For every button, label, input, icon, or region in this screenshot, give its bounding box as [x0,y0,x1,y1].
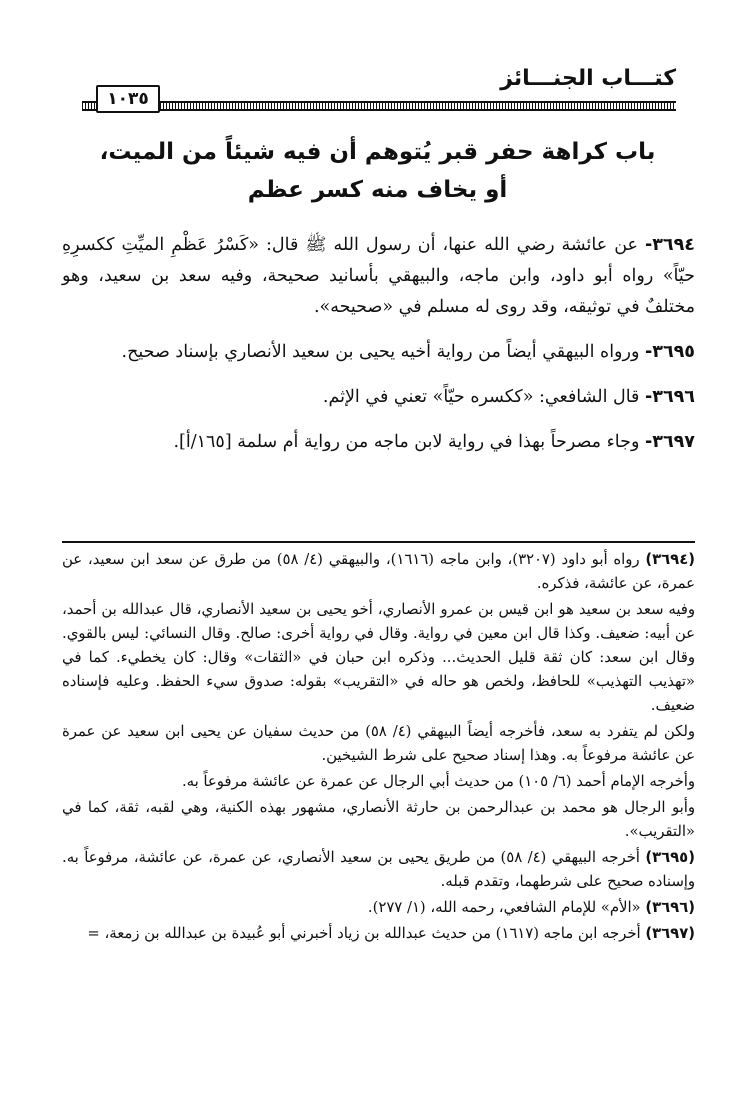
footnote-3696 [62,896,695,920]
hadith-text: قال الشافعي: «ككسره حيّاً» تعني في الإثم. [322,387,640,407]
footnote-text: أخرجه البيهقي (٤/ ٥٨) من طريق يحيى بن سعيد الأنصاري، عن عمرة، عن عائشة، مرفوعاً به. وإسناده صحيح على شرطهما، وتقدم قبله. [62,849,695,890]
footnote-text: «الأم» للإمام الشافعي، رحمه الله، (١/ ٢٧٧). [367,899,641,916]
hadith-number: ٣٦٩٥- [645,342,695,362]
hadith-text: ورواه البيهقي أيضاً من رواية أخيه يحيى بن سعيد الأنصاري بإسناد صحيح. [121,342,640,362]
footnote-paragraph [62,598,695,718]
footnote-paragraph [62,770,695,794]
footnote-number: (٣٦٩٦) [645,899,695,916]
footnote-text: وفيه سعد بن سعيد هو ابن قيس بن عمرو الأنصاري، أخو يحيى بن سعيد الأنصاري، قال عبدالله بن أحمد، عن أبيه: ضعيف. وكذا قال ابن معين في رواية. وقال في رواية أخرى: صالح. وقال النسائي: ليس بالقوي. وقال ابن سعد: كان ثقة قليل الحديث... وذكره ابن حبان في «الثقات» وقال: كان يخطيء. كما في «تهذيب التهذيب» للحافظ، ولخص هو حاله في «التقريب» بقوله: صدوق سيء الحفظ. وعليه فإسناده ضعيف. [62,601,695,714]
footnote-number: (٣٦٩٥) [645,849,695,866]
book-title: كتـــاب الجنـــائز [500,66,676,91]
footnote-text: ولكن لم يتفرد به سعد، فأخرجه أيضاً البيهقي (٤/ ٥٨) من حديث سفيان عن يحيى ابن سعيد عن عمرة عن عائشة مرفوعاً به. وهذا إسناد صحيح على شرط الشيخين. [62,723,695,764]
chapter-title [60,133,695,209]
footnote-text: أخرجه ابن ماجه (١٦١٧) من حديث عبدالله بن زياد أخبرني أبو عُبيدة بن عبدالله بن زمعة، = [87,925,641,942]
main-text [62,230,695,472]
footnotes [62,548,695,948]
footnote-3697 [62,922,695,946]
footnote-divider [62,541,695,543]
footnote-text: وأخرجه الإمام أحمد (٦/ ١٠٥) من حديث أبي الرجال عن عمرة عن عائشة مرفوعاً به. [181,773,695,790]
hadith-3696 [62,382,695,413]
footnote-number: (٣٦٩٧) [645,925,695,942]
hadith-number: ٣٦٩٧- [645,432,695,452]
hadith-3694 [62,230,695,323]
page-number: ١٠٣٥ [96,85,160,113]
footnote-paragraph [62,796,695,844]
chapter-title-line-1: باب كراهة حفر قبر يُتوهم أن فيه شيئاً من الميت، [99,139,656,165]
hadith-3697 [62,427,695,458]
footnote-text: رواه أبو داود (٣٢٠٧)، وابن ماجه (١٦١٦)، والبيهقي (٤/ ٥٨) من طرق عن سعد ابن سعيد، عن عمرة، عن عائشة، فذكره. [62,551,695,592]
hadith-number: ٣٦٩٦- [645,387,695,407]
chapter-title-line-2: أو يخاف منه كسر عظم [247,177,508,203]
hadith-number: ٣٦٩٤- [644,235,695,255]
header-rule [82,101,676,111]
footnote-paragraph [62,720,695,768]
footnote-text: وأبو الرجال هو محمد بن عبدالرحمن بن حارثة الأنصاري، مشهور بهذه الكنية، وهي لقبه، ثقة، كما في «التقريب». [62,799,695,840]
footnote-3695 [62,846,695,894]
page-header [82,66,676,114]
footnote-number: (٣٦٩٤) [645,551,695,568]
hadith-text: وجاء مصرحاً بهذا في رواية لابن ماجه من رواية أم سلمة [١٦٥/أ]. [173,432,640,452]
footnote-3694 [62,548,695,596]
hadith-3695 [62,337,695,368]
hadith-text: عن عائشة رضي الله عنها، أن رسول الله ﷺ قال: «كَسْرُ عَظْمِ الميِّتِ ككسرِهِ حيّاً» رواه أبو داود، وابن ماجه، والبيهقي بأسانيد صحيحة، وفيه سعد بن سعيد، وهو مختلفٌ في توثيقه، وقد روى له مسلم في «صحيحه». [62,235,695,317]
